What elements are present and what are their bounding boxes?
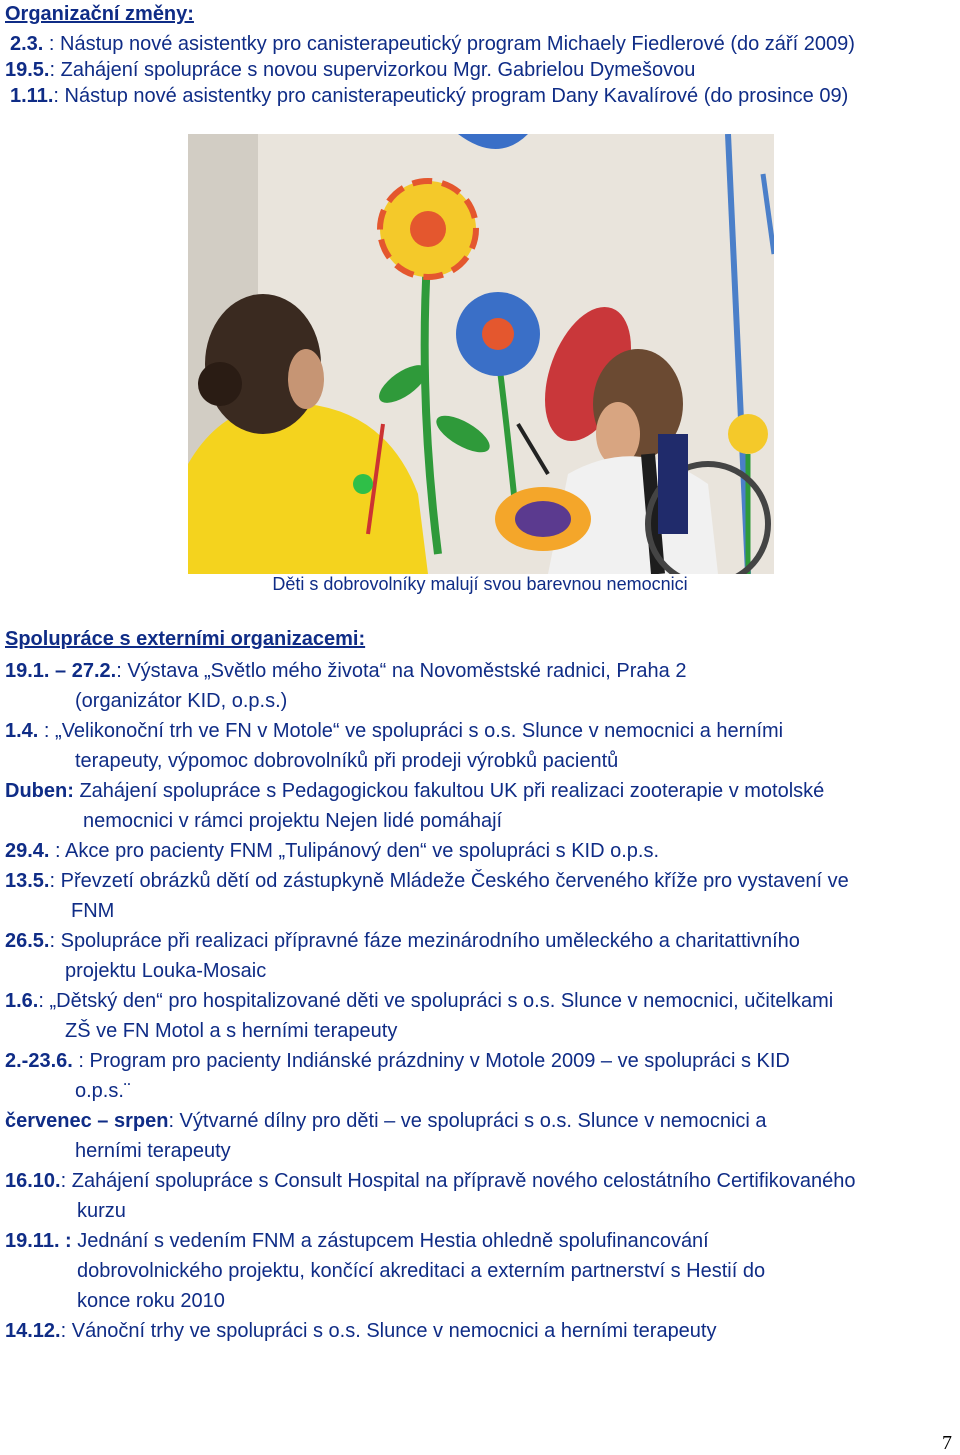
coop-item — [5, 929, 800, 953]
coop-item-continuation: (organizátor KID, o.p.s.) — [75, 690, 288, 712]
org-item — [10, 84, 848, 108]
coop-item — [5, 1169, 856, 1193]
coop-item — [5, 1109, 767, 1133]
coop-item-text: Zahájení spolupráce s Pedagogickou fakultou UK při realizaci zooterapie v motolské — [73, 780, 825, 802]
coop-item-text: : Výtvarné dílny pro děti – ve spolupráci s o.s. Slunce v nemocnici a — [168, 1110, 767, 1132]
org-item-text: : Nástup nové asistentky pro canisterapeutický program Michaely Fiedlerové (do září 2009) — [43, 33, 855, 55]
coop-item-continuation: FNM — [71, 900, 115, 922]
coop-item — [5, 659, 686, 683]
coop-item-date: červenec – srpen — [5, 1110, 169, 1132]
coop-item-text: : Akce pro pacienty FNM „Tulipánový den“ ve spolupráci s KID o.p.s. — [49, 840, 660, 862]
coop-item-continuation: herními terapeuty — [75, 1140, 231, 1162]
coop-item-date: 2.-23.6. — [5, 1050, 73, 1072]
coop-item-continuation: o.p.s.¨ — [75, 1080, 131, 1102]
coop-item-date: 29.4. — [5, 840, 50, 862]
coop-item-date: 13.5. — [5, 870, 50, 892]
coop-item-text: : Vánoční trhy ve spolupráci s o.s. Slunce v nemocnici a herními terapeuty — [60, 1320, 717, 1342]
coop-item-date: 1.4. — [5, 720, 39, 742]
coop-item-date: 14.12. — [5, 1320, 61, 1342]
coop-item — [5, 839, 659, 863]
org-item — [5, 58, 695, 82]
coop-item — [5, 1319, 717, 1343]
org-changes-heading: Organizační změny: — [5, 3, 194, 25]
coop-item — [5, 779, 824, 803]
org-item-text: : Nástup nové asistentky pro canisterapeutický program Dany Kavalírové (do prosince 09) — [53, 85, 849, 107]
coop-item-text: : Zahájení spolupráce s Consult Hospital na přípravě nového celostátního Certifikovaného — [60, 1170, 856, 1192]
coop-item-continuation: projektu Louka-Mosaic — [65, 960, 267, 982]
coop-item — [5, 869, 849, 893]
coop-item-text: : „Velikonoční trh ve FN v Motole“ ve spolupráci s o.s. Slunce v nemocnici a herními — [38, 720, 784, 742]
coop-item-continuation: dobrovolnického projektu, končící akreditaci a externím partnerství s Hestií do — [77, 1260, 766, 1282]
coop-item-continuation: kurzu — [77, 1200, 126, 1222]
cooperation-heading: Spolupráce s externími organizacemi: — [5, 628, 366, 650]
mural-photo — [188, 134, 774, 574]
coop-item-text: : Spolupráce při realizaci přípravné fáze mezinárodního uměleckého a charitattivního — [49, 930, 800, 952]
org-item-date: 19.5. — [5, 59, 50, 81]
coop-item-date: Duben: — [5, 780, 74, 802]
coop-item-continuation: nemocnici v rámci projektu Nejen lidé pomáhají — [83, 810, 503, 832]
coop-item-date: 16.10. — [5, 1170, 61, 1192]
coop-item-text: Jednání s vedením FNM a zástupcem Hestia ohledně spolufinancování — [71, 1230, 709, 1252]
coop-item-date: 1.6. — [5, 990, 39, 1012]
coop-item — [5, 1229, 709, 1253]
org-item-date: 2.3. — [10, 33, 44, 55]
coop-item-text: : Program pro pacienty Indiánské prázdniny v Motole 2009 – ve spolupráci s KID — [72, 1050, 790, 1072]
coop-item — [5, 1049, 790, 1073]
org-item-date: 1.11. — [10, 85, 54, 107]
org-item — [10, 32, 855, 56]
coop-item-continuation: konce roku 2010 — [77, 1290, 225, 1312]
org-item-text: : Zahájení spolupráce s novou supervizorkou Mgr. Gabrielou Dymešovou — [49, 59, 696, 81]
coop-item — [5, 989, 833, 1013]
coop-item-continuation: terapeuty, výpomoc dobrovolníků při prodeji výrobků pacientů — [75, 750, 619, 772]
coop-item-date: 26.5. — [5, 930, 50, 952]
coop-item-text: : Převzetí obrázků dětí od zástupkyně Mládeže Českého červeného kříže pro vystavení ve — [49, 870, 849, 892]
coop-item — [5, 719, 783, 743]
page-number: 7 — [942, 1432, 952, 1454]
coop-item-date: 19.11. : — [5, 1230, 72, 1252]
coop-item-continuation: ZŠ ve FN Motol a s herními terapeuty — [65, 1020, 398, 1042]
coop-item-date: 19.1. – 27.2. — [5, 660, 117, 682]
coop-item-text: : Výstava „Světlo mého života“ na Novoměstské radnici, Praha 2 — [116, 660, 687, 682]
coop-item-text: : „Dětský den“ pro hospitalizované děti ve spolupráci s o.s. Slunce v nemocnici, učitelkami — [38, 990, 834, 1012]
photo-caption: Děti s dobrovolníky malují svou barevnou nemocnici — [272, 574, 688, 594]
